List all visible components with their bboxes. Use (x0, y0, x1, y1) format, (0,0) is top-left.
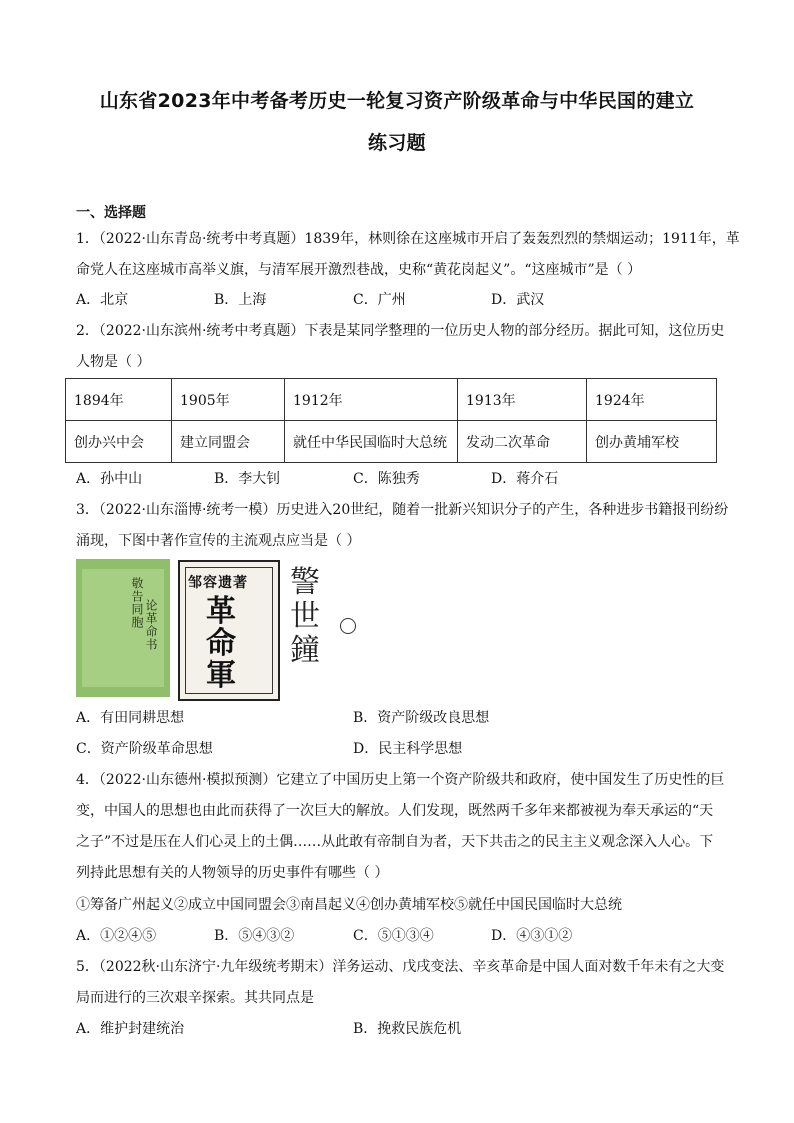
book1-title-left: 论革命书 (144, 599, 158, 651)
q4-option-d: D．④③①② (491, 928, 573, 944)
book-cover-jingshi-zhong (286, 566, 366, 686)
q2-text-line2: 人物是（ ） (76, 354, 151, 370)
q2-option-b: B．李大钊 (214, 471, 281, 487)
q4-option-b: B．⑤④③② (214, 928, 295, 944)
q4-text-line1: 4．（2022·山东德州·模拟预测）它建立了中国历史上第一个资产阶级共和政府，使中国发生了历史性的巨 (76, 772, 725, 788)
q3-text-line1: 3．（2022·山东淄博·统考一模）历史进入20世纪，随着一批新兴知识分子的产生，各种进步书籍报刊纷纷 (76, 502, 729, 518)
book3-char: 世 (290, 599, 320, 634)
q5-option-b: B．挽救民族危机 (353, 1021, 462, 1037)
table-cell: 1924年 (587, 379, 717, 421)
q1-text-line1: 1．（2022·山东青岛·统考中考真题）1839年，林则徐在这座城市开启了轰轰烈烈的禁烟运动；1911年，革 (76, 231, 740, 247)
q2-text-line1: 2．（2022·山东滨州·统考中考真题）下表是某同学整理的一位历史人物的部分经历。据此可知，这位历史 (76, 323, 725, 339)
q3-option-a: A．有田同耕思想 (76, 710, 185, 726)
q4-text-line4: 列持此思想有关的人物领导的历史事件有哪些（ ） (76, 865, 389, 881)
q2-option-a: A．孙中山 (76, 471, 143, 487)
q3-text-line2: 涌现，下图中著作宣传的主流观点应当是（ ） (76, 533, 361, 549)
q5-text-line1: 5．（2022秋·山东济宁·九年级统考期末）洋务运动、戊戌变法、辛亥革命是中国人面对数千年未有之大变 (76, 959, 725, 975)
book2-heading: 邹容遗著 (188, 575, 248, 591)
q1-text-line2: 命党人在这座城市高举义旗，与清军展开激烈巷战，史称“黄花岗起义”。“这座城市”是（ ） (76, 262, 642, 278)
seal-stamp-icon (340, 618, 356, 634)
table-cell: 1894年 (66, 379, 172, 421)
q1-option-c: C．广州 (353, 292, 406, 308)
table-cell: 1913年 (458, 379, 587, 421)
q5-text-line2: 局而进行的三次艰辛探索。其共同点是 (76, 990, 314, 1006)
q4-items: ①筹备广州起义②成立中国同盟会③南昌起义④创办黄埔军校⑤就任中国民国临时大总统 (76, 897, 622, 913)
table-cell: 创办兴中会 (66, 421, 172, 463)
book-cover-geming-shu (76, 559, 170, 697)
q3-option-d: D．民主科学思想 (353, 741, 463, 757)
q1-option-b: B．上海 (214, 292, 267, 308)
q4-option-a: A．①②④⑤ (76, 928, 157, 944)
table-row-years (66, 379, 717, 421)
q3-option-b: B．资产阶级改良思想 (353, 710, 490, 726)
table-cell: 就任中华民国临时大总统 (285, 421, 458, 463)
q2-option-c: C．陈独秀 (353, 471, 420, 487)
table-cell: 建立同盟会 (172, 421, 285, 463)
q5-option-a: A．维护封建统治 (76, 1021, 185, 1037)
table-row-events (66, 421, 717, 463)
book2-char: 命 (206, 626, 236, 661)
history-table (65, 378, 717, 463)
table-cell: 创办黄埔军校 (587, 421, 717, 463)
q1-option-a: A．北京 (76, 292, 129, 308)
table-cell: 发动二次革命 (458, 421, 587, 463)
book-cover-geming-jun (178, 560, 280, 701)
book3-char: 警 (290, 565, 320, 600)
doc-title-line1: 山东省2023年中考备考历史一轮复习资产阶级革命与中华民国的建立 (99, 90, 695, 112)
book2-char: 革 (206, 594, 236, 629)
table-cell: 1905年 (172, 379, 285, 421)
book-cover-panel (82, 569, 164, 687)
book3-char: 鐘 (290, 633, 320, 668)
book1-title-right: 敬告同胞 (130, 577, 144, 629)
q4-text-line3: 之子”不过是压在人们心灵上的土偶……从此敢有帝制自为者，天下共击之的民主主义观念深入人心。下 (76, 834, 714, 850)
section-heading: 一、选择题 (76, 205, 146, 221)
q2-option-d: D．蒋介石 (491, 471, 559, 487)
q1-option-d: D．武汉 (491, 292, 545, 308)
table-cell: 1912年 (285, 379, 458, 421)
doc-title-line2: 练习题 (368, 132, 426, 154)
q3-option-c: C．资产阶级革命思想 (76, 741, 213, 757)
q4-option-c: C．⑤①③④ (353, 928, 434, 944)
q4-text-line2: 变，中国人的思想也由此而获得了一次巨大的解放。人们发现，既然两千多年来都被视为奉天承运的“天 (76, 803, 714, 819)
book2-char: 軍 (206, 658, 236, 693)
